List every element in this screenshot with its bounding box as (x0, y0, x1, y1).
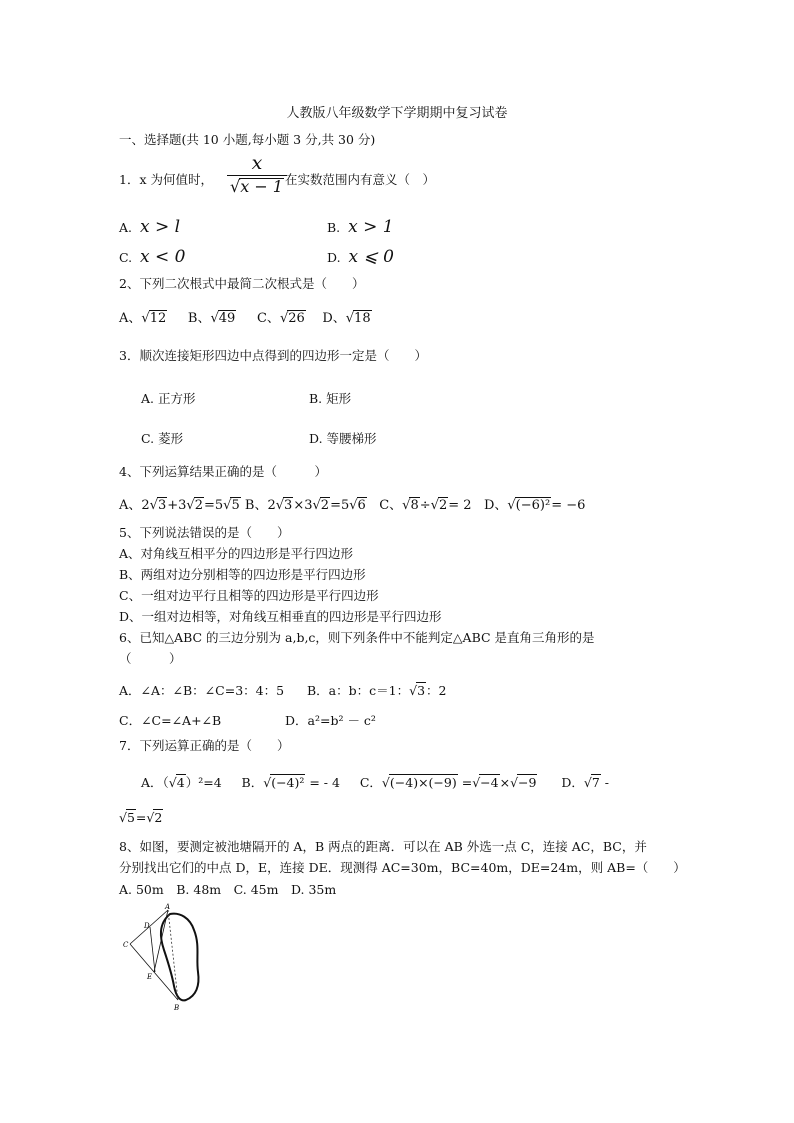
q8-line2: 分别找出它们的中点 D，E，连接 DE．现测得 AC=30m，BC=40m，DE=24m，则 AB=（ ） (119, 860, 686, 875)
q2-options: A、√12 B、√49 C、√26 D、√18 (119, 311, 371, 326)
q6-option-b: B．a：b：c＝1：√3：2 (307, 683, 447, 698)
segment-ab (168, 910, 178, 1000)
q6-option-d: D．a²=b² － c² (285, 713, 376, 728)
q1-frac-denominator: √x − 1 (230, 177, 283, 196)
q6-stem: 6、已知△ABC 的三边分别为 a,b,c，则下列条件中不能判定△ABC 是直角三角形的是 (119, 630, 595, 645)
label-e: E (147, 973, 153, 981)
page-title: 人教版八年级数学下学期期中复习试卷 (286, 106, 508, 121)
q5-option-b: B、两组对边分别相等的四边形是平行四边形 (119, 567, 366, 582)
q4-options: A、2√3+3√2=5√5 B、2√3×3√2=5√6 C、√8÷√2= 2 D、√(−6)²= −6 (119, 498, 586, 513)
label-c: C (123, 941, 129, 949)
label-d: D (144, 922, 150, 930)
q3-option-c: C. 菱形 (141, 431, 184, 446)
pond-outline (161, 914, 199, 1001)
label-a: A (165, 903, 171, 911)
segment-ae (154, 910, 168, 972)
q8-line1: 8、如图，要测定被池塘隔开的 A，B 两点的距离．可以在 AB 外选一点 C，连接 AC，BC，并 (119, 839, 647, 854)
q6-stem-paren: （ ） (119, 651, 182, 666)
q1-option-a: A. x > l (119, 217, 181, 237)
q1-option-d: D. x ⩽ 0 (327, 247, 394, 267)
q7-stem: 7．下列运算正确的是（ ） (119, 738, 290, 753)
q6-option-a: A．∠A：∠B：∠C=3：4：5 (119, 683, 285, 698)
q3-stem: 3．顺次连接矩形四边中点得到的四边形一定是（ ） (119, 348, 427, 363)
q1-stem-pre: 1．x 为何值时， (119, 172, 213, 187)
q1-frac-numerator: x (251, 152, 263, 174)
q1-option-b: B. x > 1 (327, 217, 394, 237)
q3-option-d: D. 等腰梯形 (309, 431, 377, 446)
label-b: B (174, 1004, 180, 1012)
q5-stem: 5、下列说法错误的是（ ） (119, 525, 290, 540)
q5-option-d: D、一组对边相等，对角线互相垂直的四边形是平行四边形 (119, 609, 442, 624)
q1-option-c: C. x < 0 (119, 247, 186, 267)
q4-stem: 4、下列运算结果正确的是（ ） (119, 464, 327, 479)
section-heading: 一、选择题(共 10 小题,每小题 3 分,共 30 分) (119, 132, 376, 147)
q7-options: A．（√4）²=4 B．√(−4)² = - 4 C．√(−4)×(−9) =√−4×√−9 D．√7 - (141, 775, 609, 790)
q7-option-d-cont: √5=√2 (119, 810, 163, 825)
q6-option-c: C．∠C=∠A+∠B (119, 713, 222, 728)
q5-option-c: C、一组对边平行且相等的四边形是平行四边形 (119, 588, 379, 603)
q5-option-a: A、对角线互相平分的四边形是平行四边形 (119, 546, 354, 561)
q8-options: A. 50m B. 48m C. 45m D. 35m (119, 882, 337, 897)
q3-option-b: B. 矩形 (309, 391, 352, 406)
q2-stem: 2、下列二次根式中最简二次根式是（ ） (119, 276, 365, 291)
segment-de (150, 927, 155, 972)
q1-stem-post: 在实数范围内有意义（ ） (285, 172, 436, 187)
q3-option-a: A. 正方形 (141, 391, 196, 406)
